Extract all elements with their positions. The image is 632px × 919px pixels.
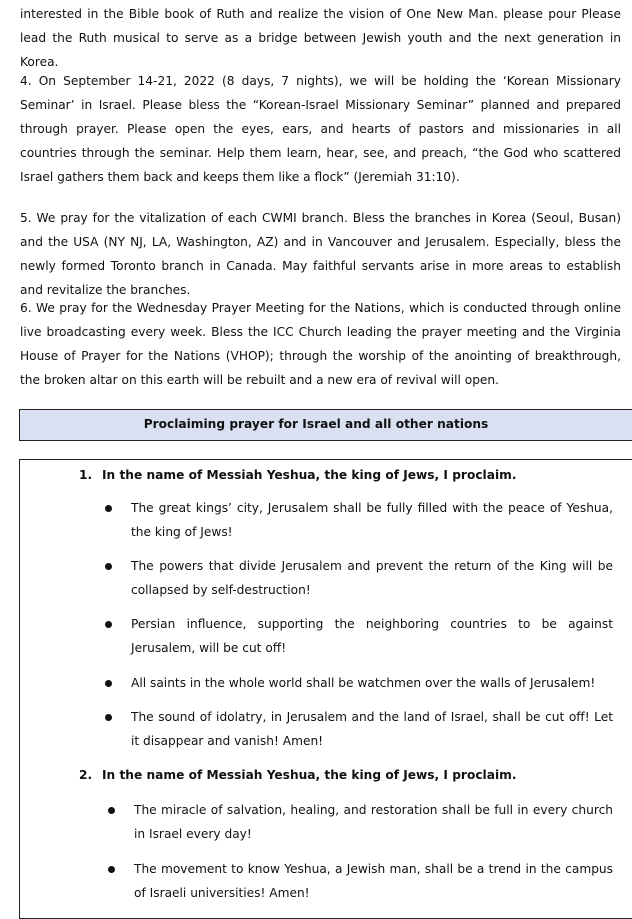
bullet-icon xyxy=(108,866,115,873)
bullet-icon xyxy=(105,680,112,687)
bullet-icon xyxy=(108,807,115,814)
section-number: 2. xyxy=(79,768,93,782)
list-item-text: The movement to know Yeshua, a Jewish man, shall be a trend in the campus of Israeli universities! Amen! xyxy=(134,862,613,900)
bullet-icon xyxy=(105,621,112,628)
section-number: 1. xyxy=(79,468,93,482)
list-item-text: The great kings’ city, Jerusalem shall be fully filled with the peace of Yeshua, the king of Jews! xyxy=(131,501,613,539)
section-heading-text: In the name of Messiah Yeshua, the king of Jews, I proclaim. xyxy=(102,468,517,482)
list-item-text: Persian influence, supporting the neighboring countries to be against Jerusalem, will be cut off! xyxy=(131,617,613,655)
proclamation-title: Proclaiming prayer for Israel and all other nations xyxy=(143,417,489,431)
paragraph-wednesday-prayer: 6. We pray for the Wednesday Prayer Meeting for the Nations, which is conducted through online live broadcasting every week. Bless the ICC Church leading the prayer meeting and the Virginia House of Prayer for the Nations (VHOP); through the worship of the anointing of breakthrough, the broken altar on this earth will be rebuilt and a new era of revival will open. xyxy=(20,301,621,387)
list-item-text: All saints in the whole world shall be watchmen over the walls of Jerusalem! xyxy=(131,676,596,690)
section-heading-text: In the name of Messiah Yeshua, the king of Jews, I proclaim. xyxy=(102,768,517,782)
list-item-text: The miracle of salvation, healing, and restoration shall be full in every church in Israel every day! xyxy=(134,803,613,841)
bullet-icon xyxy=(105,714,112,721)
list-item-text: The sound of idolatry, in Jerusalem and the land of Israel, shall be cut off! Let it disappear and vanish! Amen! xyxy=(131,710,613,748)
bullet-icon xyxy=(105,563,112,570)
paragraph-cwmi-branches: 5. We pray for the vitalization of each CWMI branch. Bless the branches in Korea (Seoul, Busan) and the USA (NY NJ, LA, Washington, AZ) and in Vancouver and Jerusalem. Especially, bless the newly formed Toronto branch in Canada. May faithful servants arise in more areas to establish and revitalize the branches. xyxy=(20,211,621,297)
paragraph-ruth-musical: interested in the Bible book of Ruth and realize the vision of One New Man. please pour Please lead the Ruth musical to serve as a bridge between Jewish youth and the next generation in Korea. xyxy=(20,7,621,69)
bullet-icon xyxy=(105,505,112,512)
list-item-text: The powers that divide Jerusalem and prevent the return of the King will be collapsed by self-destruction! xyxy=(131,559,613,597)
paragraph-missionary-seminar: 4. On September 14-21, 2022 (8 days, 7 nights), we will be holding the ‘Korean Missionary Seminar’ in Israel. Please bless the “Korean-Israel Missionary Seminar” planned and prepared through prayer. Please open the eyes, ears, and hearts of pastors and missionaries in all countries through the seminar. Help them learn, hear, see, and preach, “the God who scattered Israel gathers them back and keeps them like a flock” (Jeremiah 31:10). xyxy=(20,74,621,184)
